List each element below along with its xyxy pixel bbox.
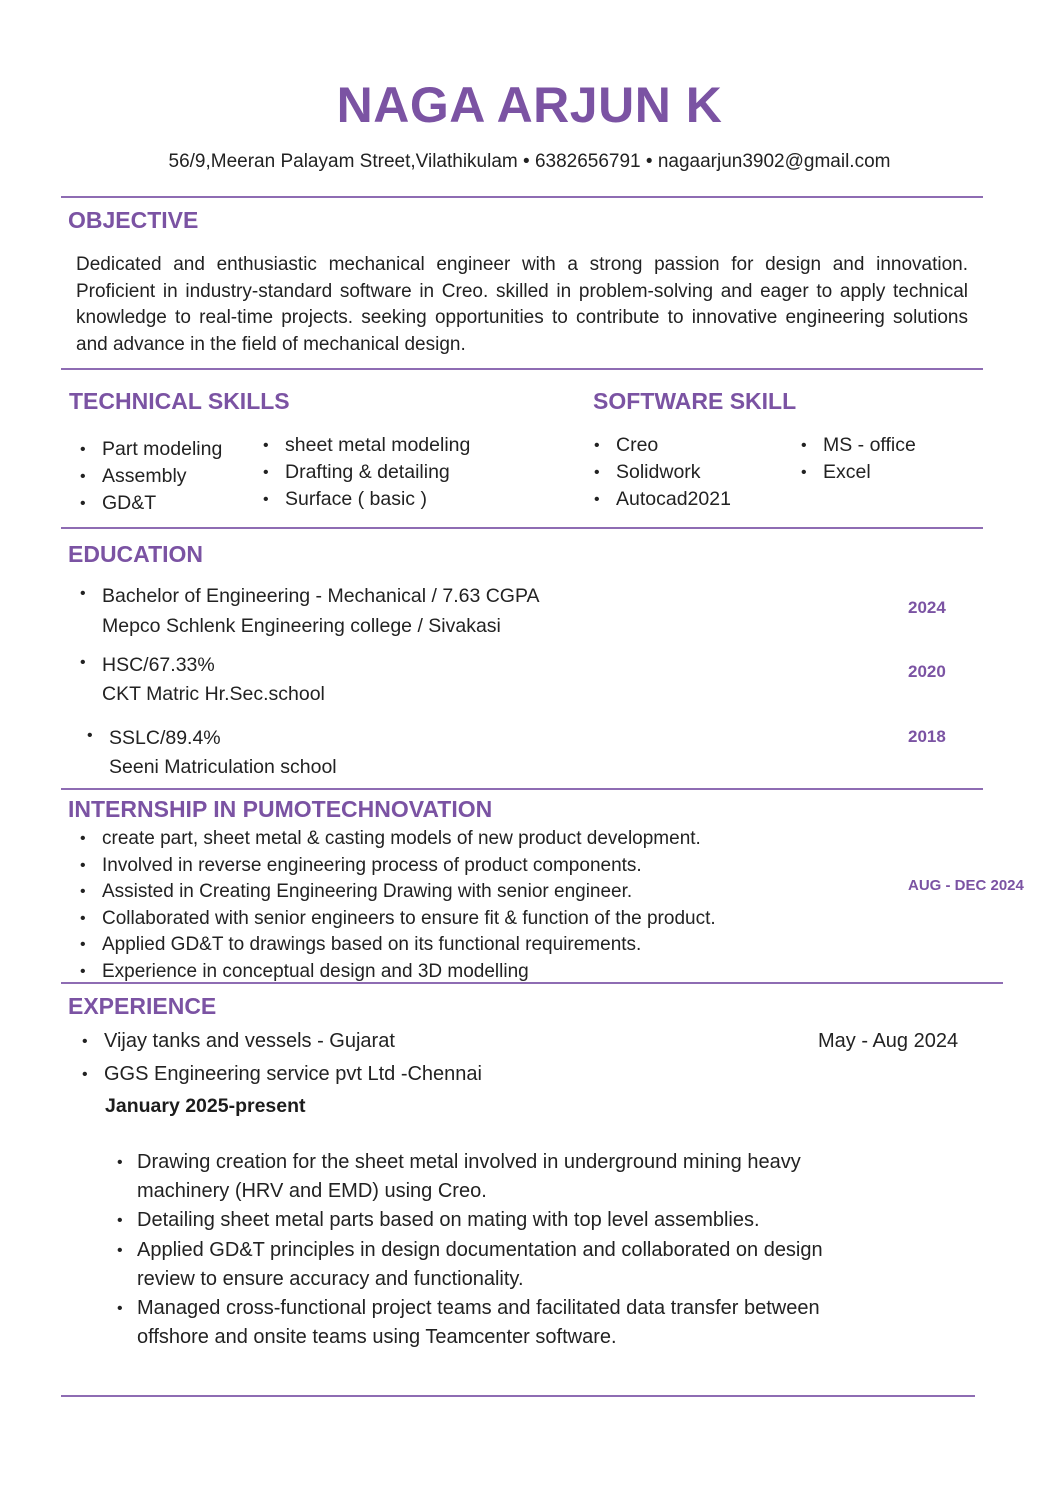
skill-item: • Excel [797, 459, 987, 486]
duties-list [113, 1148, 883, 1352]
duty-item: • Managed cross-functional project teams and facilitated data transfer between offshore and onsite teams using Teamcenter software. [113, 1294, 883, 1352]
internship-item: • Collaborated with senior engineers to ensure fit & function of the product. [76, 906, 876, 933]
skill-item: • Assembly [76, 463, 256, 490]
technical-skills-list-1 [76, 436, 256, 517]
degree: • HSC/67.33% [76, 654, 776, 677]
internship-item: • Applied GD&T to drawings based on its functional requirements. [76, 932, 876, 959]
objective-heading: OBJECTIVE [68, 207, 199, 233]
experience-heading: EXPERIENCE [68, 993, 217, 1019]
duty-item: • Applied GD&T principles in design documentation and collaborated on design review to ensure accuracy and functionality. [113, 1236, 883, 1294]
technical-skills-list-2 [259, 432, 539, 513]
skill-item: • Surface ( basic ) [259, 486, 539, 513]
internship-item: • Involved in reverse engineering process of product components. [76, 853, 876, 880]
education-heading: EDUCATION [68, 541, 204, 567]
degree: • Bachelor of Engineering - Mechanical / 7.63 CGPA [76, 585, 776, 608]
technical-skills-heading: TECHNICAL SKILLS [69, 388, 290, 414]
skill-item: • Autocad2021 [590, 486, 780, 513]
skill-item: • Creo [590, 432, 780, 459]
education-item [76, 654, 776, 677]
internship-item: • Assisted in Creating Engineering Drawing with senior engineer. [76, 879, 876, 906]
education-year: 2024 [908, 598, 946, 617]
institution: CKT Matric Hr.Sec.school [102, 683, 325, 705]
job-date: May - Aug 2024 [818, 1030, 959, 1052]
software-skill-heading: SOFTWARE SKILL [593, 388, 797, 414]
skill-item: • Drafting & detailing [259, 459, 539, 486]
divider [61, 196, 983, 198]
divider [61, 1395, 975, 1397]
software-skills-list-1 [590, 432, 780, 513]
skill-item: • Solidwork [590, 459, 780, 486]
duty-item: • Drawing creation for the sheet metal involved in underground mining heavy machinery (HRV and EMD) using Creo. [113, 1148, 883, 1206]
experience-list [78, 1025, 678, 1091]
education-year: 2020 [908, 662, 946, 681]
skill-item: • Part modeling [76, 436, 256, 463]
internship-heading: INTERNSHIP IN PUMOTECHNOVATION [68, 796, 493, 822]
internship-date: AUG - DEC 2024 [908, 877, 1024, 894]
skill-item: • sheet metal modeling [259, 432, 539, 459]
candidate-name: NAGA ARJUN K [336, 77, 723, 133]
degree: • SSLC/89.4% [83, 727, 783, 750]
internship-list [76, 826, 876, 986]
company-item: • GGS Engineering service pvt Ltd -Chennai [78, 1058, 678, 1091]
divider [61, 527, 983, 529]
duty-item: • Detailing sheet metal parts based on mating with top level assemblies. [113, 1206, 883, 1235]
education-year: 2018 [908, 727, 946, 746]
skill-item: • MS - office [797, 432, 987, 459]
contact-line: 56/9,Meeran Palayam Street,Vilathikulam • 6382656791 • nagaarjun3902@gmail.com [168, 151, 891, 172]
internship-item: • Experience in conceptual design and 3D modelling [76, 959, 876, 986]
divider [61, 788, 983, 790]
institution: Seeni Matriculation school [109, 756, 337, 778]
current-period: January 2025-present [105, 1095, 306, 1117]
skill-item: • GD&T [76, 490, 256, 517]
objective-text: Dedicated and enthusiastic mechanical engineer with a strong passion for design and innovation. Proficient in industry-standard software in Creo. skilled in problem-solving and eager to apply technical knowledge to real-time projects. seeking opportunities to contribute to innovative engineering solutions and advance in the field of mechanical design. [76, 254, 968, 356]
education-item [76, 585, 776, 608]
divider [61, 368, 983, 370]
internship-item: • create part, sheet metal & casting models of new product development. [76, 826, 876, 853]
company-item: • Vijay tanks and vessels - Gujarat [78, 1025, 678, 1058]
education-item [83, 727, 783, 750]
divider [61, 982, 1003, 984]
software-skills-list-2 [797, 432, 987, 486]
institution: Mepco Schlenk Engineering college / Sivakasi [102, 615, 501, 637]
